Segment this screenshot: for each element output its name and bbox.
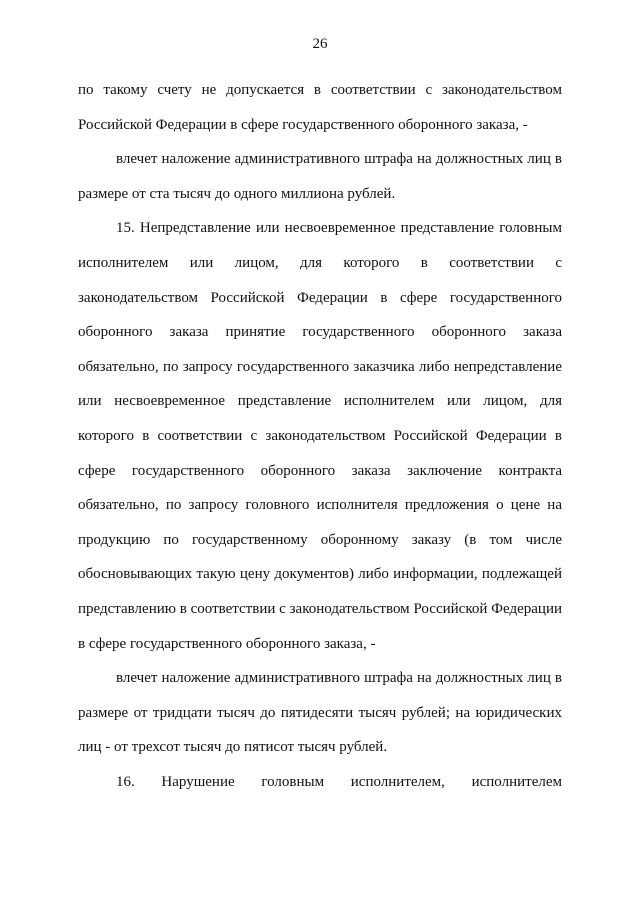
document-body: [78, 73, 562, 799]
paragraph-penalty-1: влечет наложение административного штрафа на должностных лиц в размере от ста тысяч до одного миллиона рублей.: [78, 151, 562, 202]
paragraph-15: 15. Непредставление или несвоевременное представление головным исполнителем или лицом, для которого в соответствии с законодательством Российской Федерации в сфере государственного оборонного заказа принятие государственного оборонного заказа обязательно, по запросу государственного заказчика либо непредставление или несвоевременное представление исполнителем или лицом, для которого в соответствии с законодательством Российской Федерации в сфере государственного оборонного заказа заключение контракта обязательно, по запросу головного исполнителя предложения о цене на продукцию по государственному оборонному заказу (в том числе обосновывающих такую цену документов) либо информации, подлежащей представлению в соответствии с законодательством Российской Федерации в сфере государственного оборонного заказа, -: [78, 220, 562, 652]
paragraph-16: 16. Нарушение головным исполнителем, исполнителем: [116, 773, 562, 790]
paragraph-penalty-2: влечет наложение административного штрафа на должностных лиц в размере от тридцати тысяч до пятидесяти тысяч рублей; на юридических лиц - от трехсот тысяч до пятисот тысяч рублей.: [78, 670, 562, 756]
page-number: 26: [312, 36, 328, 52]
paragraph-continuation: по такому счету не допускается в соответствии с законодательством Российской Федерации в сфере государственного оборонного заказа, -: [78, 82, 562, 133]
